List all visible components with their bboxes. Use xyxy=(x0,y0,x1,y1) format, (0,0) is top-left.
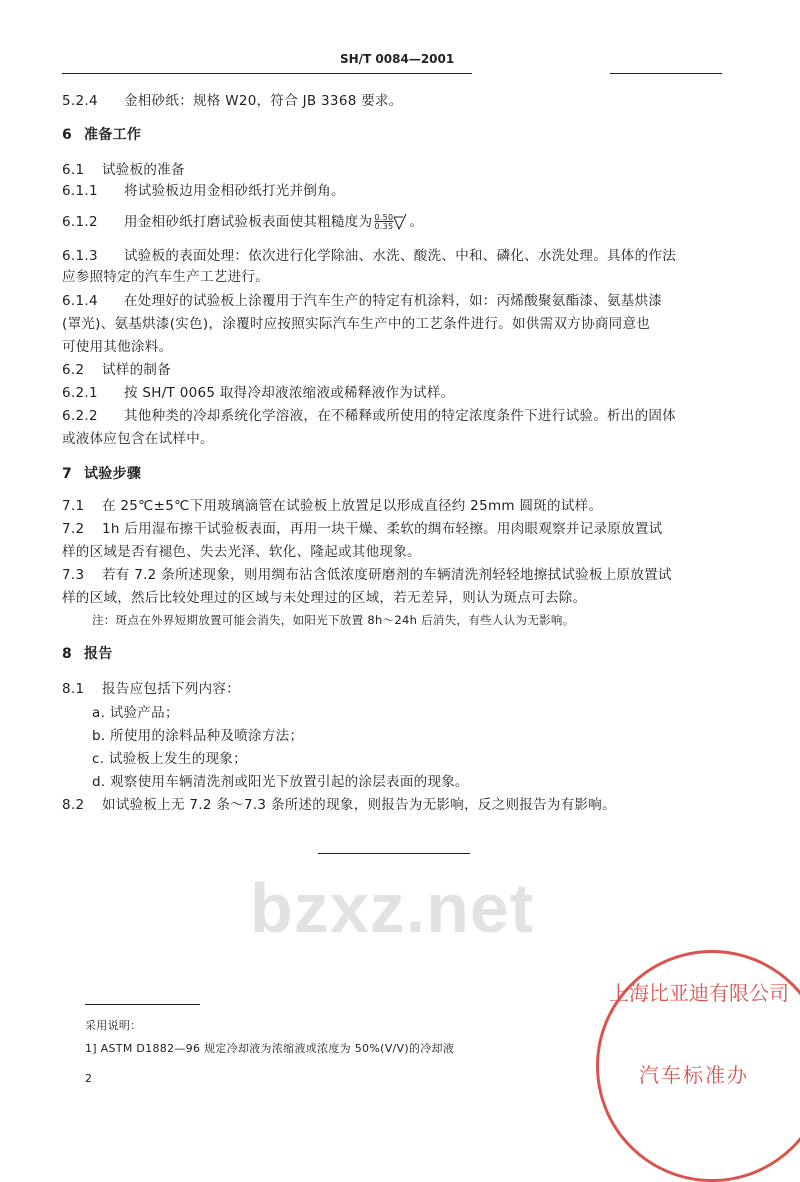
list-item: c. 试验板上发生的现象； xyxy=(92,751,247,767)
company-seal xyxy=(596,950,800,1182)
footnote-title: 采用说明： xyxy=(85,1019,142,1032)
page-number: 2 xyxy=(85,1072,93,1085)
clause-number: 8.1 xyxy=(62,681,85,697)
roughness-lower: 0.35 xyxy=(374,222,394,231)
footnote-text: 1] ASTM D1882—96 规定冷却液为浓缩液或浓度为 50%(V/V)的冷却液 xyxy=(85,1042,455,1055)
clause-7-3 xyxy=(62,566,672,584)
clause-text-continued: 或液体应包含在试样中。 xyxy=(62,431,214,447)
clause-6-1-4 xyxy=(62,292,662,310)
section-number: 6 xyxy=(62,127,73,143)
seal-company-name: 上海比亚迪有限公司 xyxy=(609,981,789,1005)
list-item: a. 试验产品； xyxy=(92,705,179,721)
clause-text: 在处理好的试验板上涂覆用于汽车生产的特定有机涂料，如：丙烯酸聚氨酯漆、氨基烘漆 xyxy=(124,293,663,309)
clause-text-continued: (罩光)、氨基烘漆(实色)，涂覆时应按照实际汽车生产中的工艺条件进行。如供需双方协商同意也 xyxy=(62,316,651,332)
clause-6-1-2 xyxy=(62,213,423,231)
clause-text: 将试验板边用金相砂纸打光并倒角。 xyxy=(124,183,345,199)
clause-number: 8.2 xyxy=(62,797,85,813)
clause-text: 试样的制备 xyxy=(102,362,171,378)
list-item: b. 所使用的涂料品种及喷涂方法； xyxy=(92,728,304,744)
clause-text: 用金相砂纸打磨试验板表面使其粗糙度为 xyxy=(124,214,373,230)
section-title: 报告 xyxy=(84,646,113,662)
clause-number: 6.2.1 xyxy=(62,385,98,401)
clause-text-continued: 可使用其他涂料。 xyxy=(62,339,173,355)
clause-8-1 xyxy=(62,680,240,698)
clause-text-continued: 应参照特定的汽车生产工艺进行。 xyxy=(62,269,269,285)
roughness-symbol xyxy=(374,213,407,231)
clause-number: 6.2.2 xyxy=(62,408,98,424)
clause-text: 金相砂纸：规格 W20，符合 JB 3368 要求。 xyxy=(124,93,403,109)
clause-text: 试验板的准备 xyxy=(102,162,185,178)
roughness-values xyxy=(374,213,393,231)
section-6-heading xyxy=(62,126,141,144)
section-number: 7 xyxy=(62,466,73,482)
clause-text: 在 25℃±5℃下用玻璃滴管在试验板上放置足以形成直径约 25mm 圆斑的试样。 xyxy=(102,498,603,514)
section-title: 准备工作 xyxy=(84,127,142,143)
clause-6-2-2 xyxy=(62,407,676,425)
roughness-triangle-icon xyxy=(393,213,407,231)
clause-6-1-1 xyxy=(62,182,345,200)
roughness-upper: 0.50 xyxy=(374,213,394,222)
clause-7-2 xyxy=(62,520,663,538)
clause-number: 6.1.1 xyxy=(62,183,98,199)
clause-text: 若有 7.2 条所述现象，则用绸布沾含低浓度研磨剂的车辆清洗剂轻轻地擦拭试验板上原放置试 xyxy=(102,567,672,583)
clause-7-1 xyxy=(62,497,602,515)
header-rule-right xyxy=(610,73,722,74)
clause-number: 7.2 xyxy=(62,521,85,537)
seal-department: 汽车标准办 xyxy=(639,1063,749,1087)
clause-text: 1h 后用湿布擦干试验板表面，再用一块干燥、柔软的绸布轻擦。用肉眼观察并记录原放置试 xyxy=(102,521,663,537)
section-number: 8 xyxy=(62,646,73,662)
clause-6-2-1 xyxy=(62,384,454,402)
clause-suffix: 。 xyxy=(409,214,424,230)
clause-text-continued: 样的区域是否有褪色、失去光泽、软化、隆起或其他现象。 xyxy=(62,544,421,560)
clause-6-1-3 xyxy=(62,247,676,265)
clause-8-2 xyxy=(62,796,616,814)
section-title: 试验步骤 xyxy=(84,466,142,482)
clause-5-2-4 xyxy=(62,92,403,110)
watermark: bzxz.net xyxy=(250,869,535,947)
clause-number: 6.2 xyxy=(62,362,85,378)
footnote-rule xyxy=(85,1004,200,1005)
header-rule-left xyxy=(62,73,472,74)
end-rule xyxy=(318,853,470,854)
section-7-heading xyxy=(62,465,141,483)
clause-text: 其他种类的冷却系统化学溶液，在不稀释或所使用的特定浓度条件下进行试验。析出的固体 xyxy=(124,408,676,424)
clause-6-1 xyxy=(62,161,185,179)
note: 注：斑点在外界短期放置可能会消失，如阳光下放置 8h～24h 后消失，有些人认为无影响。 xyxy=(92,613,575,627)
clause-number: 6.1 xyxy=(62,162,85,178)
clause-text: 试验板的表面处理：依次进行化学除油、水洗、酸洗、中和、磷化、水洗处理。具体的作法 xyxy=(124,248,676,264)
clause-number: 6.1.4 xyxy=(62,293,98,309)
section-8-heading xyxy=(62,645,113,663)
clause-text: 报告应包括下列内容： xyxy=(102,681,240,697)
clause-6-2 xyxy=(62,361,171,379)
clause-number: 7.1 xyxy=(62,498,85,514)
clause-text: 按 SH/T 0065 取得冷却液浓缩液或稀释液作为试样。 xyxy=(124,385,455,401)
clause-number: 5.2.4 xyxy=(62,93,98,109)
clause-number: 6.1.3 xyxy=(62,248,98,264)
clause-text: 如试验板上无 7.2 条～7.3 条所述的现象，则报告为无影响，反之则报告为有影响。 xyxy=(102,797,616,813)
clause-number: 7.3 xyxy=(62,567,85,583)
list-item: d. 观察使用车辆清洗剂或阳光下放置引起的涂层表面的现象。 xyxy=(92,774,469,790)
standard-code: SH/T 0084—2001 xyxy=(340,52,455,66)
clause-text-continued: 样的区域，然后比较处理过的区域与未处理过的区域，若无差异，则认为斑点可去除。 xyxy=(62,590,587,606)
clause-number: 6.1.2 xyxy=(62,214,98,230)
